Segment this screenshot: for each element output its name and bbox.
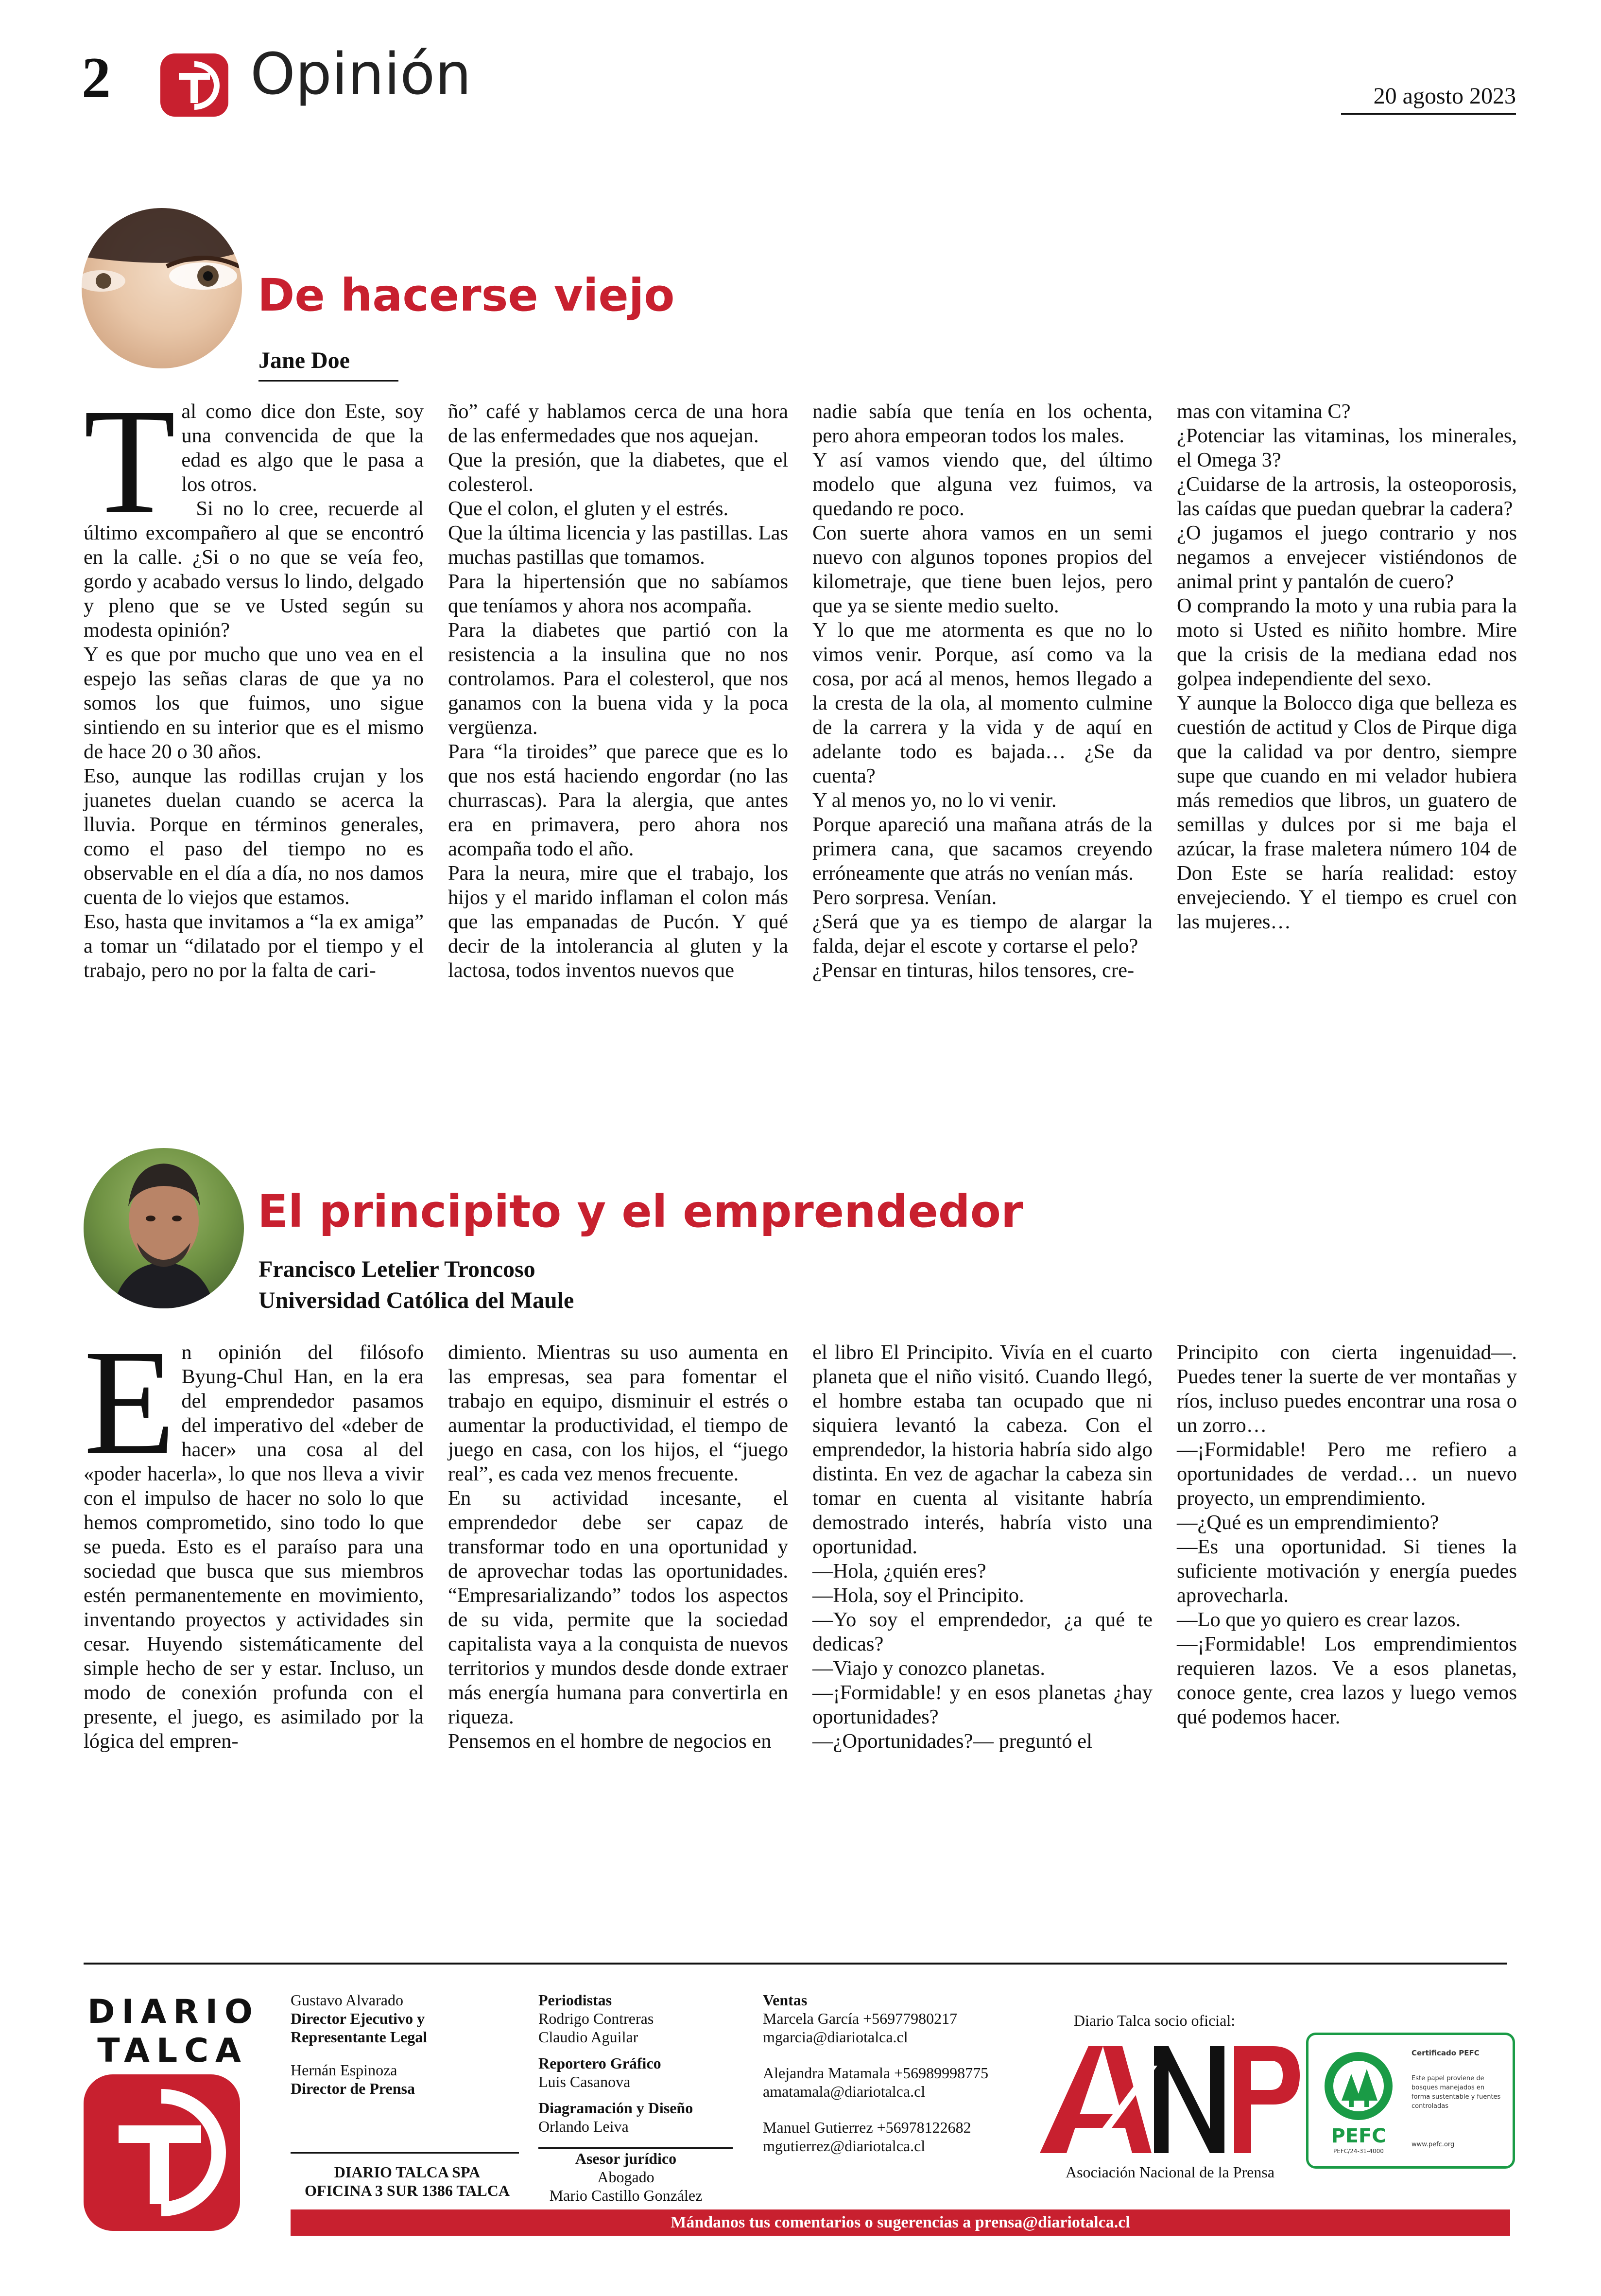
pefc-heading: Certificado PEFC — [1412, 2049, 1480, 2057]
brand-line-1: DIARIO — [87, 1993, 259, 2031]
article-affiliation: Universidad Católica del Maule — [258, 1287, 574, 1313]
newsroom-block — [538, 1991, 733, 2136]
paragraph: —¡Formidable! y en esos planetas ¿hay oportunidades? — [812, 1681, 1153, 1728]
paragraph: Eso, hasta que invitamos a “la ex amiga” a tomar un “dilatado por el tiempo y el trabajo, pero no por la falta de cari- — [84, 910, 424, 982]
reportero-label: Reportero Gráfico — [538, 2054, 661, 2072]
ventas-email[interactable]: amatamala@diariotalca.cl — [763, 2083, 926, 2100]
periodista: Claudio Aguilar — [538, 2028, 638, 2046]
paragraph: Con suerte ahora vamos en un semi nuevo con algunos topones propios del kilometraje, que tiene buen lejos, pero que ya se siente medio suelto. — [812, 522, 1153, 617]
paragraph: —¿Qué es un emprendimiento? — [1177, 1511, 1439, 1534]
ventas-block — [763, 1991, 1035, 2155]
brand-wordmark — [87, 1993, 258, 2070]
ventas-contact: Marcela García +56977980217 — [763, 2010, 958, 2027]
diario-talca-logo-icon — [160, 53, 228, 117]
paragraph: Que la última licencia y las pastillas. Las muchas pastillas que tomamos. — [448, 522, 788, 569]
article2-column-3 — [812, 1340, 1153, 1754]
paragraph: Y así vamos viendo que, del último modelo que alguna vez fuimos, va quedando re poco. — [812, 449, 1153, 520]
paragraph: al como dice don Este, soy una convencida de que la edad es algo que le pasa a los otros. — [181, 400, 424, 496]
asesor-title: Abogado — [597, 2168, 654, 2186]
anp-logo-icon — [1030, 2036, 1302, 2158]
paragraph: dimiento. Mientras su uso aumenta en las empresas, sea para fomentar el trabajo en equipo, disminuir el estrés o aumentar la productividad, el tiempo de juego en casa, con los hijos, el “juego real”, es cada vez menos frecuente. — [448, 1341, 788, 1485]
asesor-rule — [538, 2147, 733, 2149]
company-address: OFICINA 3 SUR 1386 TALCA — [305, 2182, 510, 2199]
paragraph: —Es una oportunidad. Si tienes la suficiente motivación y energía puedes aprovecharla. — [1177, 1535, 1517, 1607]
staff-block — [291, 1991, 499, 2098]
section-title: Opinión — [250, 40, 472, 107]
paragraph: O comprando la moto y una rubia para la moto si Usted es niñito hombre. Mire que la crisis de la mediana edad nos golpea independiente del sexo. — [1177, 594, 1517, 690]
paragraph: ¿Será que ya es tiempo de alargar la falda, dejar el escote y cortarse el pelo? — [812, 910, 1153, 957]
paragraph: Pensemos en el hombre de negocios en — [448, 1730, 772, 1753]
address-rule — [291, 2152, 519, 2154]
feedback-text[interactable]: Mándanos tus comentarios o sugerencias a prensa@diariotalca.cl — [671, 2213, 1130, 2231]
paragraph: ¿Pensar en tinturas, hilos tensores, cre- — [812, 959, 1135, 982]
ventas-contact: Alejandra Matamala +56989998775 — [763, 2064, 989, 2082]
article-title: De hacerse viejo — [258, 269, 675, 321]
reportero: Luis Casanova — [538, 2073, 631, 2090]
article2-column-2 — [448, 1340, 788, 1754]
paragraph: Y es que por mucho que uno vea en el espejo las señas claras de que ya no somos los que fuimos, uno sigue sintiendo en su interior que es el mismo de hace 20 o 30 años. — [84, 643, 424, 763]
paragraph: Eso, aunque las rodillas crujan y los juanetes duelan cuando se acerca la lluvia. Porque en términos generales, como el paso del tiempo no es observable en el día a día, no nos damos cuenta de lo viejos que estamos. — [84, 765, 424, 909]
article1-column-4 — [1177, 400, 1517, 934]
article-title: El principito y el emprendedor — [258, 1185, 1023, 1237]
article1-column-2 — [448, 400, 788, 983]
ventas-email[interactable]: mgutierrez@diariotalca.cl — [763, 2137, 926, 2155]
issue-date: 20 agosto 2023 — [1373, 83, 1516, 109]
page-number: 2 — [82, 45, 111, 110]
pefc-code: PEFC/24-31-4000 — [1333, 2148, 1384, 2155]
paragraph: Y aunque la Bolocco diga que belleza es cuestión de actitud y Clos de Pirque diga que la calidad va por dentro, siempre supe que cuando en mi velador hubiera más remedios que libros, un guatero de semillas y dulces por si me baja el azúcar, la frase maletera número 104 de Don Este se haría realidad: estoy envejeciendo. Y el tiempo es cruel con las mujeres… — [1177, 692, 1517, 933]
staff-name: Gustavo Alvarado — [291, 1991, 403, 2009]
company-block — [291, 2163, 524, 2200]
socio-label: Diario Talca socio oficial: — [1074, 2012, 1236, 2029]
paragraph: el libro El Principito. Vivía en el cuarto planeta que el niño visitó. Cuando llegó, el hombre estaba tan ocupado que ni siquiera levantó la cabeza. Con el emprendedor, la historia habría sido algo distinta. En vez de agachar la cabeza sin tomar en cuenta al visitante habría demostrado interés, habría visto una oportunidad. — [812, 1341, 1153, 1558]
ventas-label: Ventas — [763, 1991, 808, 2009]
diagramacion: Orlando Leiva — [538, 2118, 629, 2135]
paragraph: nadie sabía que tenía en los ochenta, pero ahora empeoran todos los males. — [812, 400, 1153, 447]
author-photo-jane-doe — [82, 208, 242, 368]
paragraph: Principito con cierta ingenuidad—. Puedes tener la suerte de ver montañas y ríos, incluso puedes encontrar una rosa o un zorro… — [1177, 1341, 1517, 1437]
ventas-email[interactable]: mgarcia@diariotalca.cl — [763, 2028, 908, 2046]
staff-name: Hernán Espinoza — [291, 2061, 397, 2079]
paragraph: Porque apareció una mañana atrás de la primera cana, que sacamos creyendo erróneamente que atrás no venían más. — [812, 813, 1153, 885]
feedback-bar — [291, 2209, 1510, 2236]
paragraph: —Yo soy el emprendedor, ¿a qué te dedicas? — [812, 1608, 1153, 1655]
paragraph: —¡Formidable! Los emprendimientos requieren lazos. Ve a esos planetas, conoce gente, crea lazos y luego vemos qué podemos hacer. — [1177, 1633, 1517, 1728]
date-rule — [1341, 113, 1516, 115]
author-rule — [258, 380, 398, 382]
paragraph: Si no lo cree, recuerde al último excompañero al que se encontró en la calle. ¿Si o no que se veía feo, gordo y acabado versus lo lindo, delgado y pleno que se ve Usted según su modesta opinión? — [84, 497, 424, 642]
footer-rule — [84, 1963, 1507, 1965]
diario-talca-big-logo-icon — [84, 2074, 240, 2231]
company-name: DIARIO TALCA SPA — [334, 2163, 481, 2181]
brand-line-2: TALCA — [97, 2032, 248, 2070]
article1-column-1 — [84, 378, 424, 983]
pefc-wordmark: PEFC — [1331, 2125, 1386, 2147]
drop-cap: E — [84, 1319, 176, 1486]
article2-column-4 — [1177, 1340, 1517, 1729]
paragraph: mas con vitamina C? — [1177, 400, 1351, 423]
paragraph: ¿Potenciar las vitaminas, los minerales, el Omega 3? — [1177, 424, 1517, 471]
paragraph: —Viajo y conozco planetas. — [812, 1657, 1045, 1680]
anp-caption: Asociación Nacional de la Prensa — [1065, 2163, 1275, 2181]
paragraph: n opinión del filósofo Byung-Chul Han, en la era del emprendedor pasamos del imperativo del «deber de hacer» una cosa al del «poder hacerla», lo que nos lleva a vivir con el impulso de hacer no solo lo que hemos comprometido, sino todo lo que se pueda. Esto es el paraíso para una sociedad que busca que sus miembros estén permanentemente en movimiento, inventando proyectos y actividades sin cesar. Huyendo sistemáticamente del simple hecho de ser y estar. Incluso, un modo de conexión profunda con el presente, el juego, es asimilado por la lógica del empren- — [84, 1341, 424, 1753]
paragraph: —¡Formidable! Pero me refiero a oportunidades de verdad… un nuevo proyecto, un emprendimiento. — [1177, 1438, 1517, 1510]
paragraph: —Hola, soy el Principito. — [812, 1584, 1024, 1607]
paragraph: Y al menos yo, no lo vi venir. — [812, 789, 1057, 812]
asesor-name: Mario Castillo González — [549, 2187, 703, 2204]
article1-column-3 — [812, 400, 1153, 983]
paragraph: En su actividad incesante, el emprendedor debe ser capaz de transformar todo en una oportunidad y de aprovechar todas las oportunidades. “Empresarializando” todos los aspectos de su vida, permite que la sociedad capitalista vaya a la conquista de nuevos territorios y mundos desde donde extraer más energía humana para convertirla en riqueza. — [448, 1487, 788, 1728]
paragraph: ño” café y hablamos cerca de una hora de las enfermedades que nos aquejan. — [448, 400, 788, 447]
paragraph: ¿Cuidarse de la artrosis, la osteoporosis, las caídas que puedan quebrar la cadera? — [1177, 473, 1517, 520]
paragraph: Que el colon, el gluten y el estrés. — [448, 497, 729, 520]
paragraph: Para la neura, mire que el trabajo, los hijos y el marido inflaman el colon más que las empanadas de Pucón. Y qué decir de la intolerancia al gluten y la lactosa, todos inventos nuevos que — [448, 862, 788, 982]
staff-role: Director Ejecutivo y Representante Legal — [291, 2010, 428, 2046]
paragraph: Pero sorpresa. Venían. — [812, 886, 997, 909]
author-photo-francisco-letelier — [84, 1148, 244, 1308]
paragraph: Y lo que me atormenta es que no lo vimos venir. Porque, así como va la cosa, por acá al menos, hemos llegado a la cresta de la ola, al momento culmine de la carrera y la vida y de aquí en adelante todo es bajada… ¿Se da cuenta? — [812, 619, 1153, 787]
paragraph: —¿Oportunidades?— preguntó el — [812, 1730, 1092, 1753]
periodistas-label: Periodistas — [538, 1991, 612, 2009]
article-author: Jane Doe — [258, 348, 350, 373]
paragraph: Para la hipertensión que no sabíamos que teníamos y ahora nos acompaña. — [448, 570, 788, 617]
paragraph: Que la presión, que la diabetes, que el colesterol. — [448, 449, 788, 496]
paragraph: Para “la tiroides” que parece que es lo que nos está haciendo engordar (no las churrascas). Para la alergia, que antes era en primavera, pero ahora nos acompaña todo el año. — [448, 740, 788, 860]
anp-logo — [1030, 2036, 1302, 2158]
asesor-label: Asesor jurídico — [575, 2150, 677, 2167]
paragraph: —Lo que yo quiero es crear lazos. — [1177, 1608, 1461, 1631]
pefc-text: Este papel proviene de bosques manejados en forma sustentable y fuentes controladas — [1412, 2075, 1501, 2110]
ventas-contact: Manuel Gutierrez +56978122682 — [763, 2119, 971, 2136]
diagramacion-label: Diagramación y Diseño — [538, 2099, 693, 2117]
pefc-certificate — [1306, 2033, 1515, 2169]
paragraph: ¿O jugamos el juego contrario y nos negamos a envejecer vistiéndonos de animal print y pantalón de cuero? — [1177, 522, 1517, 593]
asesor-block — [538, 2149, 713, 2205]
article-author: Francisco Letelier Troncoso — [258, 1256, 535, 1282]
staff-role: Director de Prensa — [291, 2080, 415, 2097]
periodista: Rodrigo Contreras — [538, 2010, 654, 2027]
pefc-url: www.pefc.org — [1412, 2141, 1455, 2148]
article2-column-1 — [84, 1319, 424, 1754]
drop-cap: T — [84, 378, 176, 545]
paragraph: Para la diabetes que partió con la resistencia a la insulina que no nos controlamos. Para el colesterol, que nos ganamos con la buena vida y la poca vergüenza. — [448, 619, 788, 739]
paragraph: —Hola, ¿quién eres? — [812, 1560, 986, 1583]
